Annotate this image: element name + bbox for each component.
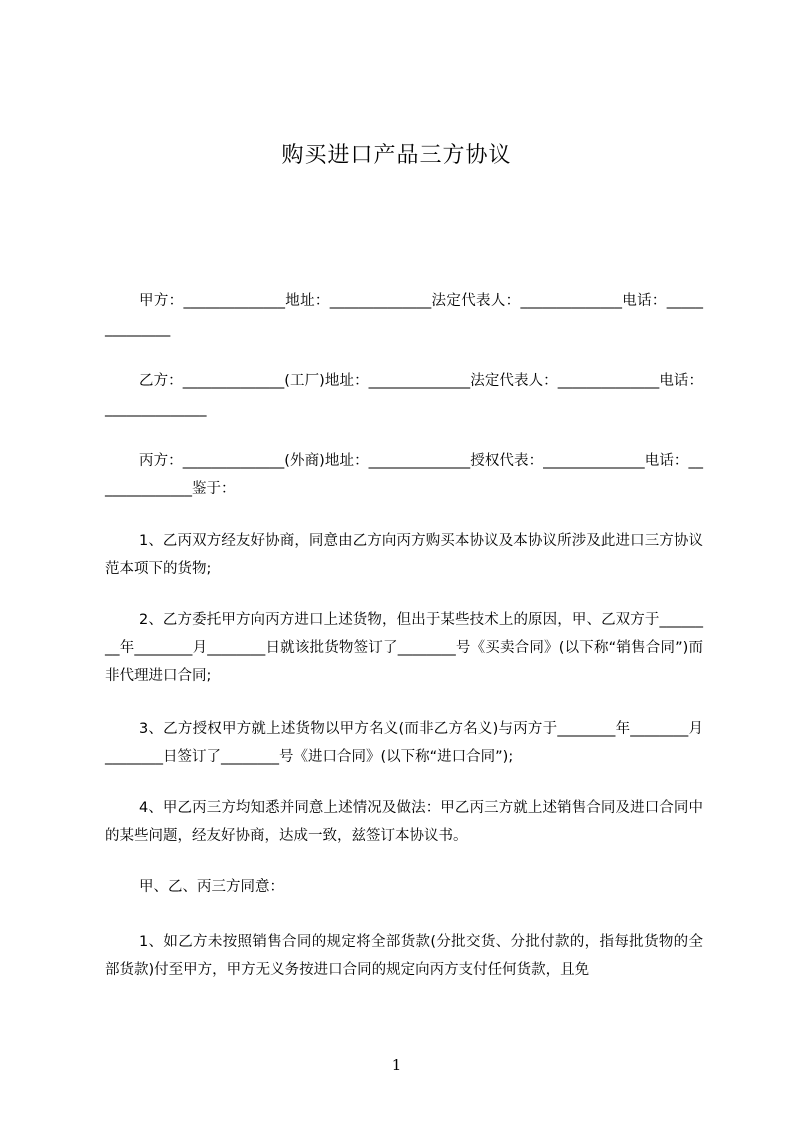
recital-1: 1、乙丙双方经友好协商，同意由乙方向丙方购买本协议及本协议所涉及此进口三方协议范本项下的货物; bbox=[105, 533, 703, 577]
page-number: 1 bbox=[391, 1056, 402, 1074]
agreement-heading: 甲、乙、丙三方同意： bbox=[139, 879, 284, 895]
party-c-info: 丙方：______________(外商)地址：______________授权代表：______________电话：______________鉴于： bbox=[105, 453, 703, 497]
party-a-info: 甲方：______________地址：______________法定代表人：______________电话：______________ bbox=[105, 293, 703, 337]
recital-3: 3、乙方授权甲方就上述货物以甲方名义(而非乙方名义)与丙方于________年________月________日签订了________号《进口合同》(以下称“进口合同”); bbox=[105, 721, 703, 765]
agreement-clause-1: 1、如乙方未按照销售合同的规定将全部货款(分批交货、分批付款的，指每批货物的全部货款)付至甲方，甲方无义务按进口合同的规定向丙方支付任何货款，且免 bbox=[105, 934, 703, 978]
document-title: 购买进口产品三方协议 bbox=[281, 143, 512, 168]
party-b-info: 乙方：______________(工厂)地址：______________法定代表人：______________电话：______________ bbox=[105, 373, 703, 417]
recital-4: 4、甲乙丙三方均知悉并同意上述情况及做法：甲乙丙三方就上述销售合同及进口合同中的某些问题，经友好协商，达成一致，兹签订本协议书。 bbox=[105, 800, 703, 844]
recital-2: 2、乙方委托甲方向丙方进口上述货物，但出于某些技术上的原因，甲、乙双方于________年________月________日就该批货物签订了________号《买卖合同》(以下称“销售合同”)而非代理进口合同; bbox=[105, 612, 703, 684]
